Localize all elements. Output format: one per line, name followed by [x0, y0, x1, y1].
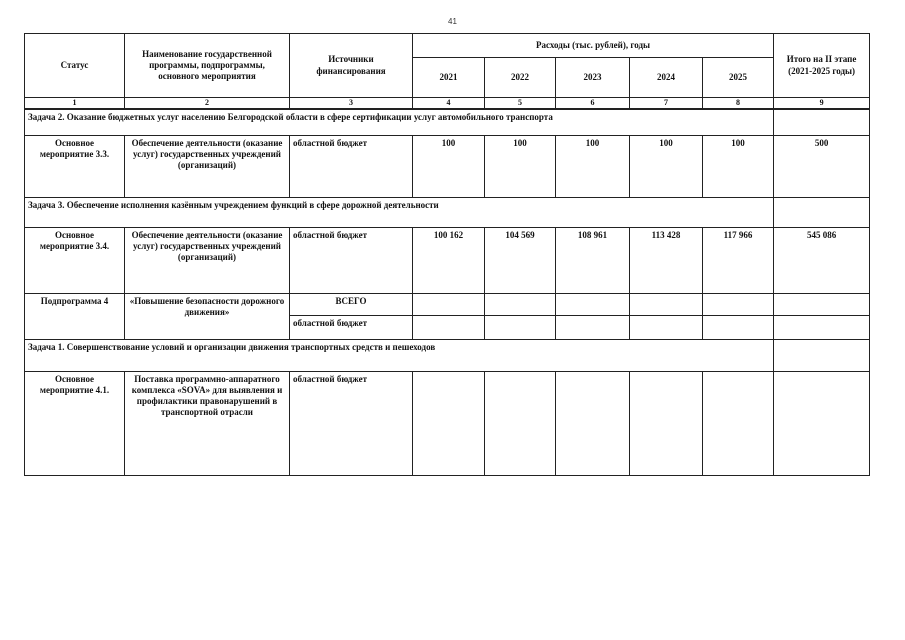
header-year: 2025 — [703, 58, 774, 98]
source-cell: областной бюджет — [290, 135, 413, 197]
column-number-row — [25, 98, 870, 110]
page-number: 41 — [448, 17, 457, 26]
value-2025: 117 966 — [703, 227, 774, 293]
column-number: 4 — [413, 98, 485, 110]
header-year: 2022 — [485, 58, 556, 98]
value-2022: 100 — [485, 135, 556, 197]
empty-cell — [774, 371, 870, 475]
task-row — [25, 339, 870, 371]
table-row — [25, 371, 870, 475]
empty-cell — [774, 109, 870, 135]
value-2021: 100 162 — [413, 227, 485, 293]
status-cell: Основное мероприятие 4.1. — [25, 371, 125, 475]
header-total: Итого на II этапе (2021-2025 годы) — [774, 34, 870, 98]
value-2024: 113 428 — [630, 227, 703, 293]
header-year: 2023 — [556, 58, 630, 98]
column-number: 9 — [774, 98, 870, 110]
column-number: 2 — [125, 98, 290, 110]
empty-cell — [703, 293, 774, 315]
source-cell: областной бюджет — [290, 371, 413, 475]
task-row — [25, 197, 870, 227]
header-expenses: Расходы (тыс. рублей), годы — [413, 34, 774, 58]
table-row — [25, 135, 870, 197]
empty-cell — [413, 315, 485, 339]
column-number: 3 — [290, 98, 413, 110]
empty-cell — [630, 371, 703, 475]
name-cell: Обеспечение деятельности (оказание услуг) государственных учреждений (организаций) — [125, 227, 290, 293]
source-cell: областной бюджет — [290, 227, 413, 293]
header-sources: Источники финансирования — [290, 34, 413, 98]
value-2025: 100 — [703, 135, 774, 197]
status-cell: Основное мероприятие 3.3. — [25, 135, 125, 197]
total-cell: 500 — [774, 135, 870, 197]
empty-cell — [485, 315, 556, 339]
value-2023: 108 961 — [556, 227, 630, 293]
empty-cell — [485, 293, 556, 315]
task-row — [25, 109, 870, 135]
task-2-title: Задача 2. Оказание бюджетных услуг населению Белгородской области в сфере сертификации услуг автомобильного транспорта — [25, 109, 774, 135]
value-2023: 100 — [556, 135, 630, 197]
header-row-1 — [25, 34, 870, 58]
name-cell: Поставка программно-аппаратного комплекса «SOVA» для выявления и профилактики правонарушений в транспортной отрасли — [125, 371, 290, 475]
header-name: Наименование государственной программы, подпрограммы, основного мероприятия — [125, 34, 290, 98]
name-cell: Обеспечение деятельности (оказание услуг) государственных учреждений (организаций) — [125, 135, 290, 197]
empty-cell — [703, 315, 774, 339]
empty-cell — [556, 315, 630, 339]
empty-cell — [413, 293, 485, 315]
table-row — [25, 293, 870, 315]
total-cell: 545 086 — [774, 227, 870, 293]
column-number: 1 — [25, 98, 125, 110]
empty-cell — [485, 371, 556, 475]
empty-cell — [774, 315, 870, 339]
empty-cell — [774, 339, 870, 371]
budget-table — [24, 33, 870, 476]
task-1-title: Задача 1. Совершенствование условий и организации движения транспортных средств и пешеходов — [25, 339, 774, 371]
header-year: 2024 — [630, 58, 703, 98]
source-all-cell: ВСЕГО — [290, 293, 413, 315]
empty-cell — [630, 293, 703, 315]
empty-cell — [774, 197, 870, 227]
empty-cell — [774, 293, 870, 315]
status-cell: Основное мероприятие 3.4. — [25, 227, 125, 293]
name-cell: «Повышение безопасности дорожного движения» — [125, 293, 290, 339]
header-status: Статус — [25, 34, 125, 98]
status-cell: Подпрограмма 4 — [25, 293, 125, 339]
value-2021: 100 — [413, 135, 485, 197]
column-number: 6 — [556, 98, 630, 110]
task-3-title: Задача 3. Обеспечение исполнения казённым учреждением функций в сфере дорожной деятельности — [25, 197, 774, 227]
empty-cell — [703, 371, 774, 475]
empty-cell — [556, 371, 630, 475]
empty-cell — [630, 315, 703, 339]
value-2024: 100 — [630, 135, 703, 197]
table-row — [25, 227, 870, 293]
source-cell: областной бюджет — [290, 315, 413, 339]
column-number: 7 — [630, 98, 703, 110]
empty-cell — [556, 293, 630, 315]
header-year: 2021 — [413, 58, 485, 98]
value-2022: 104 569 — [485, 227, 556, 293]
column-number: 5 — [485, 98, 556, 110]
empty-cell — [413, 371, 485, 475]
column-number: 8 — [703, 98, 774, 110]
